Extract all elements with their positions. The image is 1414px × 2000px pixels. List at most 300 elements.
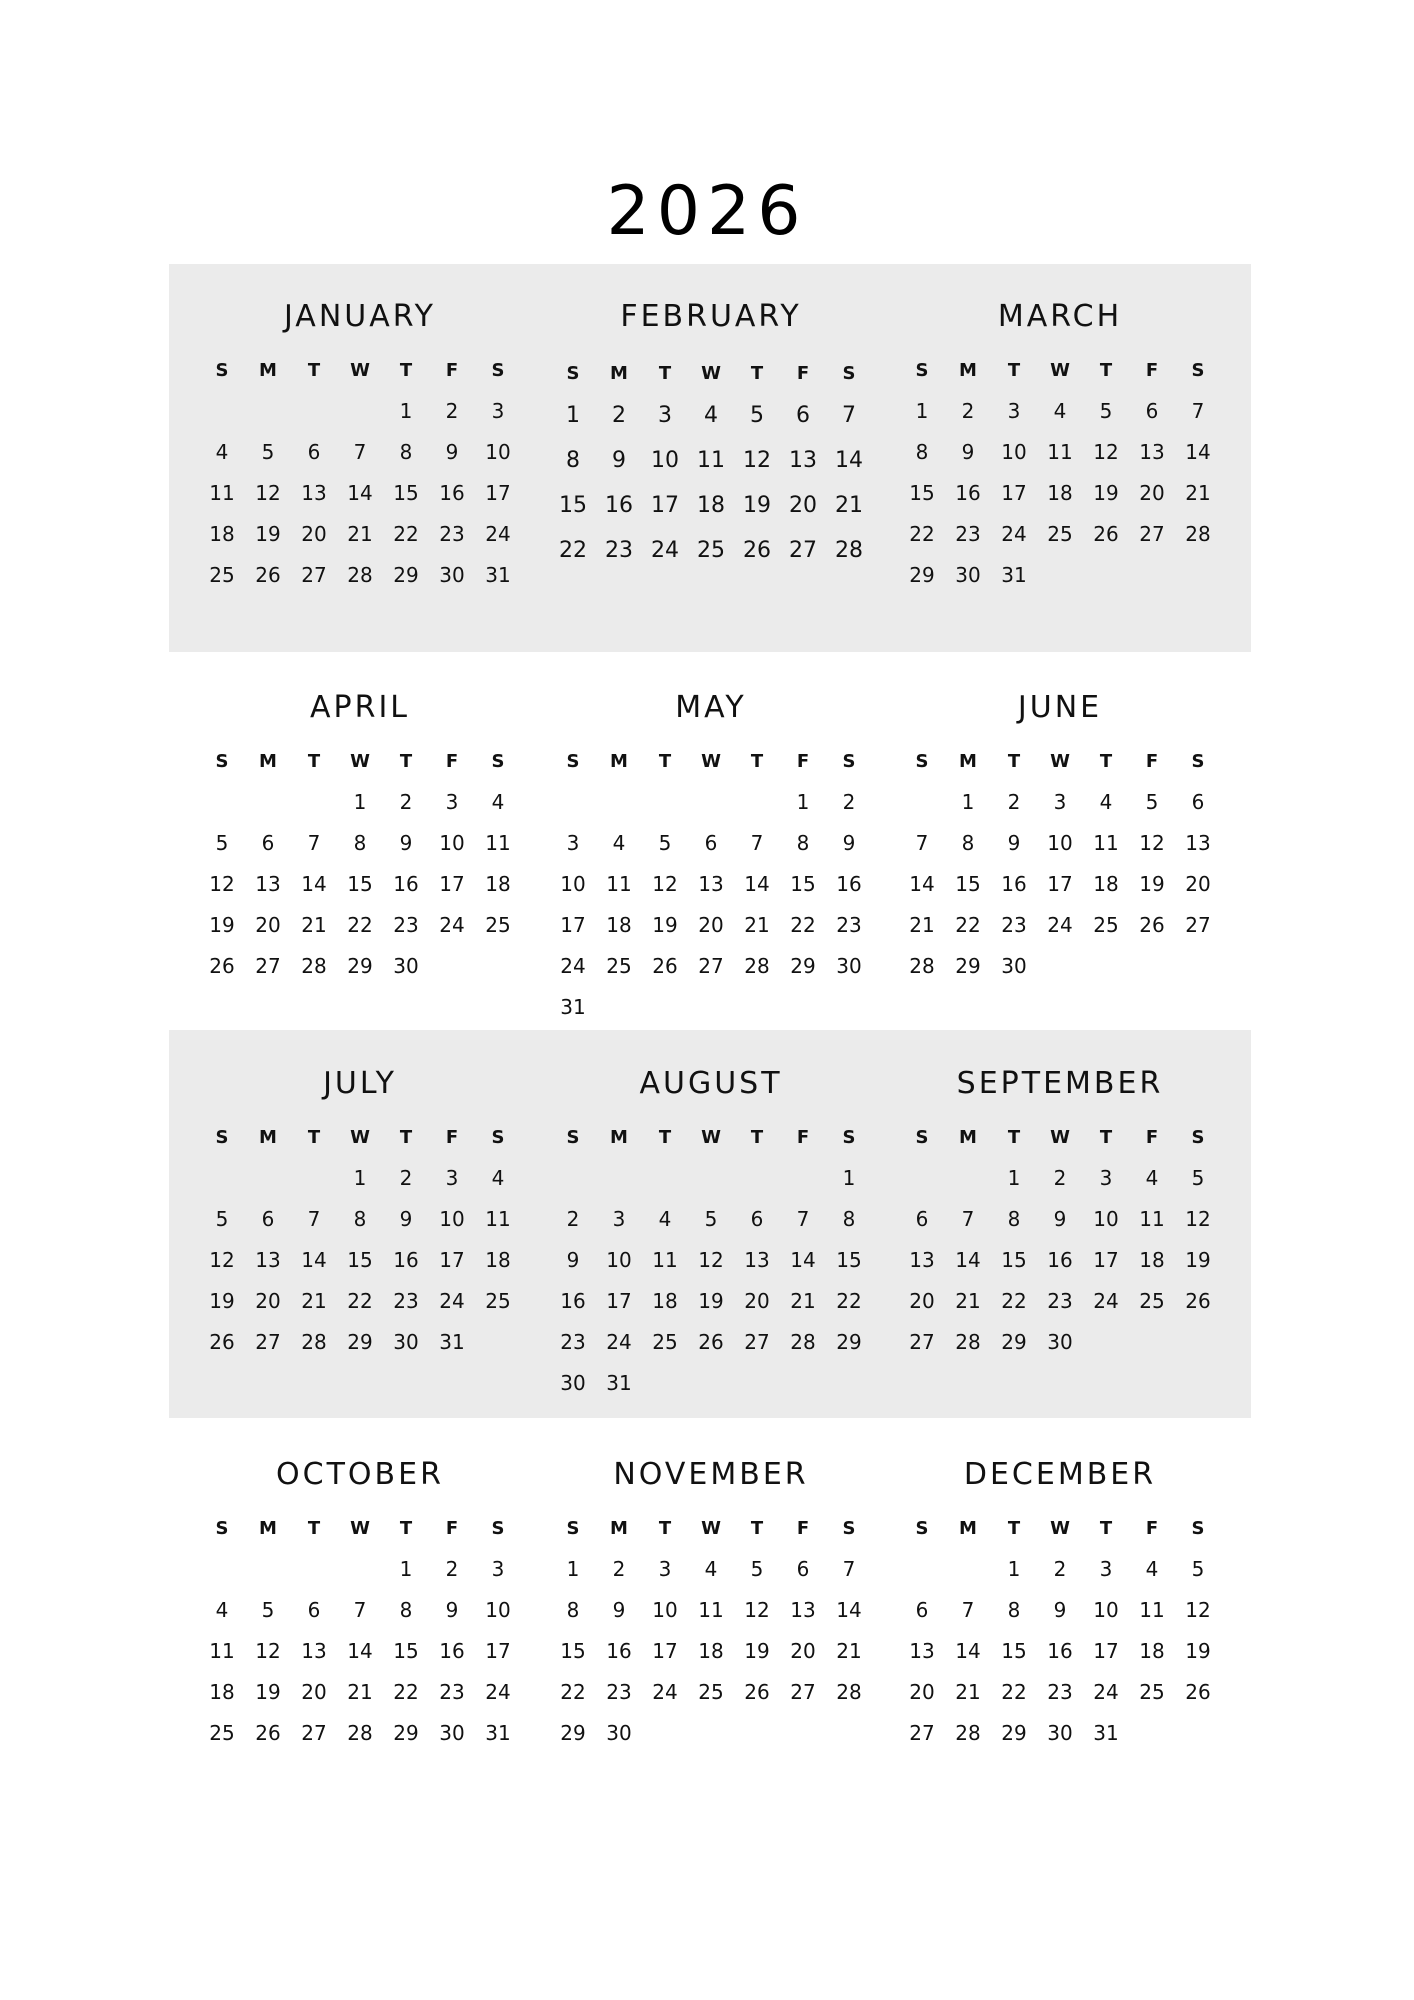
day-cell[interactable]: 19 — [1139, 872, 1165, 896]
day-cell[interactable]: 10 — [652, 1598, 678, 1622]
day-cell[interactable]: 27 — [255, 954, 281, 978]
day-cell[interactable]: 9 — [961, 440, 975, 464]
day-cell[interactable]: 24 — [1093, 1680, 1119, 1704]
day-cell[interactable]: 31 — [1093, 1721, 1119, 1745]
day-cell[interactable]: 8 — [566, 448, 580, 473]
day-cell[interactable]: 4 — [215, 1598, 229, 1622]
day-cell[interactable]: 21 — [301, 913, 327, 937]
day-cell[interactable]: 12 — [698, 1248, 724, 1272]
day-cell[interactable]: 17 — [1093, 1248, 1119, 1272]
day-cell[interactable]: 20 — [909, 1289, 935, 1313]
day-cell[interactable]: 27 — [698, 954, 724, 978]
day-cell[interactable]: 3 — [612, 1207, 626, 1231]
day-cell[interactable]: 6 — [307, 1598, 321, 1622]
day-cell[interactable]: 11 — [1139, 1207, 1165, 1231]
day-cell[interactable]: 30 — [606, 1721, 632, 1745]
day-cell[interactable]: 27 — [789, 538, 817, 563]
day-cell[interactable]: 14 — [909, 872, 935, 896]
day-cell[interactable]: 29 — [347, 1330, 373, 1354]
day-cell[interactable]: 18 — [209, 1680, 235, 1704]
day-cell[interactable]: 2 — [566, 1207, 580, 1231]
day-cell[interactable]: 13 — [1185, 831, 1211, 855]
day-cell[interactable]: 23 — [393, 1289, 419, 1313]
day-cell[interactable]: 3 — [1007, 399, 1021, 423]
day-cell[interactable]: 24 — [1047, 913, 1073, 937]
day-cell[interactable]: 7 — [1191, 399, 1205, 423]
day-cell[interactable]: 9 — [1053, 1207, 1067, 1231]
day-cell[interactable]: 5 — [261, 440, 275, 464]
day-cell[interactable]: 27 — [255, 1330, 281, 1354]
day-cell[interactable]: 22 — [955, 913, 981, 937]
day-cell[interactable]: 30 — [439, 563, 465, 587]
day-cell[interactable]: 10 — [606, 1248, 632, 1272]
day-cell[interactable]: 7 — [307, 831, 321, 855]
day-cell[interactable]: 12 — [1185, 1207, 1211, 1231]
day-cell[interactable]: 18 — [606, 913, 632, 937]
day-cell[interactable]: 23 — [1047, 1680, 1073, 1704]
day-cell[interactable]: 6 — [1191, 790, 1205, 814]
day-cell[interactable]: 6 — [796, 403, 810, 428]
day-cell[interactable]: 14 — [790, 1248, 816, 1272]
day-cell[interactable]: 2 — [1053, 1557, 1067, 1581]
day-cell[interactable]: 15 — [559, 493, 587, 518]
day-cell[interactable]: 28 — [301, 954, 327, 978]
day-cell[interactable]: 19 — [255, 522, 281, 546]
day-cell[interactable]: 11 — [209, 481, 235, 505]
day-cell[interactable]: 14 — [955, 1639, 981, 1663]
day-cell[interactable]: 15 — [836, 1248, 862, 1272]
day-cell[interactable]: 1 — [796, 790, 810, 814]
day-cell[interactable]: 29 — [836, 1330, 862, 1354]
day-cell[interactable]: 23 — [393, 913, 419, 937]
day-cell[interactable]: 12 — [255, 1639, 281, 1663]
day-cell[interactable]: 4 — [658, 1207, 672, 1231]
day-cell[interactable]: 25 — [697, 538, 725, 563]
day-cell[interactable]: 26 — [255, 563, 281, 587]
day-cell[interactable]: 3 — [445, 1166, 459, 1190]
day-cell[interactable]: 15 — [1001, 1639, 1027, 1663]
day-cell[interactable]: 22 — [560, 1680, 586, 1704]
day-cell[interactable]: 2 — [842, 790, 856, 814]
day-cell[interactable]: 21 — [909, 913, 935, 937]
day-cell[interactable]: 30 — [955, 563, 981, 587]
day-cell[interactable]: 6 — [261, 1207, 275, 1231]
day-cell[interactable]: 10 — [1047, 831, 1073, 855]
day-cell[interactable]: 14 — [347, 481, 373, 505]
day-cell[interactable]: 22 — [1001, 1289, 1027, 1313]
day-cell[interactable]: 3 — [1099, 1166, 1113, 1190]
day-cell[interactable]: 7 — [796, 1207, 810, 1231]
day-cell[interactable]: 23 — [560, 1330, 586, 1354]
day-cell[interactable]: 25 — [485, 1289, 511, 1313]
day-cell[interactable]: 28 — [909, 954, 935, 978]
day-cell[interactable]: 19 — [698, 1289, 724, 1313]
day-cell[interactable]: 14 — [835, 448, 863, 473]
day-cell[interactable]: 15 — [1001, 1248, 1027, 1272]
day-cell[interactable]: 16 — [836, 872, 862, 896]
day-cell[interactable]: 22 — [790, 913, 816, 937]
day-cell[interactable]: 30 — [1047, 1721, 1073, 1745]
day-cell[interactable]: 19 — [209, 1289, 235, 1313]
day-cell[interactable]: 9 — [399, 831, 413, 855]
day-cell[interactable]: 26 — [1093, 522, 1119, 546]
day-cell[interactable]: 19 — [652, 913, 678, 937]
day-cell[interactable]: 17 — [651, 493, 679, 518]
day-cell[interactable]: 7 — [353, 440, 367, 464]
day-cell[interactable]: 8 — [796, 831, 810, 855]
day-cell[interactable]: 10 — [485, 440, 511, 464]
day-cell[interactable]: 1 — [915, 399, 929, 423]
day-cell[interactable]: 1 — [566, 403, 580, 428]
day-cell[interactable]: 12 — [652, 872, 678, 896]
day-cell[interactable]: 20 — [1139, 481, 1165, 505]
day-cell[interactable]: 16 — [393, 1248, 419, 1272]
day-cell[interactable]: 5 — [1145, 790, 1159, 814]
day-cell[interactable]: 24 — [1001, 522, 1027, 546]
day-cell[interactable]: 19 — [1185, 1639, 1211, 1663]
day-cell[interactable]: 21 — [347, 1680, 373, 1704]
day-cell[interactable]: 22 — [347, 913, 373, 937]
day-cell[interactable]: 13 — [790, 1598, 816, 1622]
day-cell[interactable]: 17 — [439, 872, 465, 896]
day-cell[interactable]: 25 — [1139, 1289, 1165, 1313]
day-cell[interactable]: 11 — [652, 1248, 678, 1272]
day-cell[interactable]: 17 — [1093, 1639, 1119, 1663]
day-cell[interactable]: 16 — [439, 1639, 465, 1663]
day-cell[interactable]: 6 — [307, 440, 321, 464]
day-cell[interactable]: 13 — [744, 1248, 770, 1272]
day-cell[interactable]: 1 — [961, 790, 975, 814]
day-cell[interactable]: 12 — [209, 872, 235, 896]
day-cell[interactable]: 27 — [1139, 522, 1165, 546]
day-cell[interactable]: 25 — [1139, 1680, 1165, 1704]
day-cell[interactable]: 15 — [347, 1248, 373, 1272]
day-cell[interactable]: 20 — [255, 1289, 281, 1313]
day-cell[interactable]: 15 — [955, 872, 981, 896]
day-cell[interactable]: 2 — [445, 399, 459, 423]
day-cell[interactable]: 17 — [560, 913, 586, 937]
day-cell[interactable]: 10 — [1093, 1207, 1119, 1231]
day-cell[interactable]: 15 — [560, 1639, 586, 1663]
day-cell[interactable]: 28 — [744, 954, 770, 978]
day-cell[interactable]: 23 — [1047, 1289, 1073, 1313]
day-cell[interactable]: 9 — [445, 1598, 459, 1622]
day-cell[interactable]: 5 — [215, 1207, 229, 1231]
day-cell[interactable]: 14 — [347, 1639, 373, 1663]
day-cell[interactable]: 2 — [1053, 1166, 1067, 1190]
day-cell[interactable]: 6 — [261, 831, 275, 855]
day-cell[interactable]: 8 — [1007, 1207, 1021, 1231]
day-cell[interactable]: 12 — [255, 481, 281, 505]
day-cell[interactable]: 6 — [915, 1207, 929, 1231]
day-cell[interactable]: 19 — [744, 1639, 770, 1663]
day-cell[interactable]: 30 — [393, 954, 419, 978]
day-cell[interactable]: 1 — [1007, 1166, 1021, 1190]
day-cell[interactable]: 12 — [1139, 831, 1165, 855]
day-cell[interactable]: 20 — [789, 493, 817, 518]
day-cell[interactable]: 8 — [915, 440, 929, 464]
day-cell[interactable]: 6 — [750, 1207, 764, 1231]
day-cell[interactable]: 7 — [750, 831, 764, 855]
day-cell[interactable]: 6 — [796, 1557, 810, 1581]
day-cell[interactable]: 7 — [307, 1207, 321, 1231]
day-cell[interactable]: 5 — [215, 831, 229, 855]
day-cell[interactable]: 3 — [491, 1557, 505, 1581]
day-cell[interactable]: 29 — [393, 563, 419, 587]
day-cell[interactable]: 7 — [842, 403, 856, 428]
day-cell[interactable]: 6 — [915, 1598, 929, 1622]
day-cell[interactable]: 13 — [255, 872, 281, 896]
day-cell[interactable]: 18 — [697, 493, 725, 518]
day-cell[interactable]: 29 — [955, 954, 981, 978]
day-cell[interactable]: 8 — [353, 1207, 367, 1231]
day-cell[interactable]: 21 — [301, 1289, 327, 1313]
day-cell[interactable]: 1 — [566, 1557, 580, 1581]
day-cell[interactable]: 4 — [1053, 399, 1067, 423]
day-cell[interactable]: 26 — [209, 1330, 235, 1354]
day-cell[interactable]: 4 — [1145, 1166, 1159, 1190]
day-cell[interactable]: 3 — [566, 831, 580, 855]
day-cell[interactable]: 20 — [790, 1639, 816, 1663]
day-cell[interactable]: 11 — [697, 448, 725, 473]
day-cell[interactable]: 20 — [1185, 872, 1211, 896]
day-cell[interactable]: 15 — [393, 481, 419, 505]
day-cell[interactable]: 2 — [961, 399, 975, 423]
day-cell[interactable]: 7 — [961, 1207, 975, 1231]
day-cell[interactable]: 11 — [209, 1639, 235, 1663]
day-cell[interactable]: 26 — [1185, 1289, 1211, 1313]
day-cell[interactable]: 27 — [909, 1721, 935, 1745]
day-cell[interactable]: 19 — [1093, 481, 1119, 505]
day-cell[interactable]: 25 — [606, 954, 632, 978]
day-cell[interactable]: 24 — [439, 1289, 465, 1313]
day-cell[interactable]: 25 — [1093, 913, 1119, 937]
day-cell[interactable]: 29 — [1001, 1330, 1027, 1354]
day-cell[interactable]: 3 — [1053, 790, 1067, 814]
day-cell[interactable]: 13 — [909, 1639, 935, 1663]
day-cell[interactable]: 6 — [1145, 399, 1159, 423]
day-cell[interactable]: 29 — [393, 1721, 419, 1745]
day-cell[interactable]: 11 — [1047, 440, 1073, 464]
day-cell[interactable]: 24 — [485, 1680, 511, 1704]
day-cell[interactable]: 2 — [612, 1557, 626, 1581]
day-cell[interactable]: 19 — [743, 493, 771, 518]
day-cell[interactable]: 31 — [560, 995, 586, 1019]
day-cell[interactable]: 22 — [393, 522, 419, 546]
day-cell[interactable]: 30 — [560, 1371, 586, 1395]
day-cell[interactable]: 4 — [215, 440, 229, 464]
day-cell[interactable]: 1 — [842, 1166, 856, 1190]
day-cell[interactable]: 27 — [1185, 913, 1211, 937]
day-cell[interactable]: 21 — [955, 1680, 981, 1704]
day-cell[interactable]: 7 — [915, 831, 929, 855]
day-cell[interactable]: 8 — [842, 1207, 856, 1231]
day-cell[interactable]: 21 — [836, 1639, 862, 1663]
day-cell[interactable]: 14 — [955, 1248, 981, 1272]
day-cell[interactable]: 8 — [353, 831, 367, 855]
day-cell[interactable]: 2 — [1007, 790, 1021, 814]
day-cell[interactable]: 31 — [439, 1330, 465, 1354]
day-cell[interactable]: 18 — [1047, 481, 1073, 505]
day-cell[interactable]: 17 — [1001, 481, 1027, 505]
day-cell[interactable]: 8 — [566, 1598, 580, 1622]
day-cell[interactable]: 15 — [790, 872, 816, 896]
day-cell[interactable]: 7 — [353, 1598, 367, 1622]
day-cell[interactable]: 9 — [612, 1598, 626, 1622]
day-cell[interactable]: 11 — [485, 831, 511, 855]
day-cell[interactable]: 25 — [209, 1721, 235, 1745]
day-cell[interactable]: 1 — [1007, 1557, 1021, 1581]
day-cell[interactable]: 29 — [1001, 1721, 1027, 1745]
day-cell[interactable]: 17 — [485, 481, 511, 505]
day-cell[interactable]: 5 — [704, 1207, 718, 1231]
day-cell[interactable]: 20 — [301, 522, 327, 546]
day-cell[interactable]: 22 — [559, 538, 587, 563]
day-cell[interactable]: 4 — [491, 790, 505, 814]
day-cell[interactable]: 26 — [698, 1330, 724, 1354]
day-cell[interactable]: 12 — [1093, 440, 1119, 464]
day-cell[interactable]: 16 — [439, 481, 465, 505]
day-cell[interactable]: 4 — [1099, 790, 1113, 814]
day-cell[interactable]: 2 — [445, 1557, 459, 1581]
day-cell[interactable]: 13 — [255, 1248, 281, 1272]
day-cell[interactable]: 4 — [704, 1557, 718, 1581]
day-cell[interactable]: 18 — [1139, 1248, 1165, 1272]
day-cell[interactable]: 17 — [485, 1639, 511, 1663]
day-cell[interactable]: 16 — [605, 493, 633, 518]
day-cell[interactable]: 1 — [399, 399, 413, 423]
day-cell[interactable]: 28 — [955, 1721, 981, 1745]
day-cell[interactable]: 7 — [961, 1598, 975, 1622]
day-cell[interactable]: 16 — [560, 1289, 586, 1313]
day-cell[interactable]: 4 — [612, 831, 626, 855]
day-cell[interactable]: 27 — [790, 1680, 816, 1704]
day-cell[interactable]: 27 — [301, 563, 327, 587]
day-cell[interactable]: 20 — [909, 1680, 935, 1704]
day-cell[interactable]: 3 — [1099, 1557, 1113, 1581]
day-cell[interactable]: 24 — [1093, 1289, 1119, 1313]
day-cell[interactable]: 28 — [955, 1330, 981, 1354]
day-cell[interactable]: 23 — [605, 538, 633, 563]
day-cell[interactable]: 25 — [209, 563, 235, 587]
day-cell[interactable]: 21 — [347, 522, 373, 546]
day-cell[interactable]: 2 — [399, 1166, 413, 1190]
day-cell[interactable]: 10 — [1001, 440, 1027, 464]
day-cell[interactable]: 9 — [842, 831, 856, 855]
day-cell[interactable]: 26 — [743, 538, 771, 563]
day-cell[interactable]: 14 — [836, 1598, 862, 1622]
day-cell[interactable]: 23 — [439, 1680, 465, 1704]
day-cell[interactable]: 5 — [1191, 1166, 1205, 1190]
day-cell[interactable]: 18 — [698, 1639, 724, 1663]
day-cell[interactable]: 17 — [439, 1248, 465, 1272]
day-cell[interactable]: 22 — [1001, 1680, 1027, 1704]
day-cell[interactable]: 9 — [566, 1248, 580, 1272]
day-cell[interactable]: 24 — [652, 1680, 678, 1704]
day-cell[interactable]: 12 — [209, 1248, 235, 1272]
day-cell[interactable]: 14 — [744, 872, 770, 896]
day-cell[interactable]: 29 — [909, 563, 935, 587]
day-cell[interactable]: 13 — [301, 1639, 327, 1663]
day-cell[interactable]: 5 — [658, 831, 672, 855]
day-cell[interactable]: 11 — [485, 1207, 511, 1231]
day-cell[interactable]: 24 — [560, 954, 586, 978]
day-cell[interactable]: 14 — [301, 872, 327, 896]
day-cell[interactable]: 27 — [909, 1330, 935, 1354]
day-cell[interactable]: 3 — [658, 1557, 672, 1581]
day-cell[interactable]: 7 — [842, 1557, 856, 1581]
day-cell[interactable]: 16 — [1001, 872, 1027, 896]
day-cell[interactable]: 26 — [209, 954, 235, 978]
day-cell[interactable]: 21 — [790, 1289, 816, 1313]
day-cell[interactable]: 28 — [347, 1721, 373, 1745]
day-cell[interactable]: 9 — [445, 440, 459, 464]
day-cell[interactable]: 26 — [744, 1680, 770, 1704]
day-cell[interactable]: 13 — [698, 872, 724, 896]
day-cell[interactable]: 3 — [658, 403, 672, 428]
day-cell[interactable]: 10 — [1093, 1598, 1119, 1622]
day-cell[interactable]: 8 — [961, 831, 975, 855]
day-cell[interactable]: 3 — [445, 790, 459, 814]
day-cell[interactable]: 4 — [1145, 1557, 1159, 1581]
day-cell[interactable]: 1 — [353, 790, 367, 814]
day-cell[interactable]: 12 — [1185, 1598, 1211, 1622]
day-cell[interactable]: 23 — [439, 522, 465, 546]
day-cell[interactable]: 20 — [744, 1289, 770, 1313]
day-cell[interactable]: 18 — [485, 1248, 511, 1272]
day-cell[interactable]: 10 — [560, 872, 586, 896]
day-cell[interactable]: 4 — [704, 403, 718, 428]
day-cell[interactable]: 28 — [1185, 522, 1211, 546]
day-cell[interactable]: 28 — [835, 538, 863, 563]
day-cell[interactable]: 25 — [485, 913, 511, 937]
day-cell[interactable]: 17 — [652, 1639, 678, 1663]
day-cell[interactable]: 28 — [790, 1330, 816, 1354]
day-cell[interactable]: 9 — [399, 1207, 413, 1231]
day-cell[interactable]: 11 — [606, 872, 632, 896]
day-cell[interactable]: 21 — [744, 913, 770, 937]
day-cell[interactable]: 1 — [399, 1557, 413, 1581]
day-cell[interactable]: 2 — [612, 403, 626, 428]
day-cell[interactable]: 2 — [399, 790, 413, 814]
day-cell[interactable]: 10 — [485, 1598, 511, 1622]
day-cell[interactable]: 16 — [393, 872, 419, 896]
day-cell[interactable]: 22 — [909, 522, 935, 546]
day-cell[interactable]: 21 — [955, 1289, 981, 1313]
day-cell[interactable]: 30 — [439, 1721, 465, 1745]
day-cell[interactable]: 16 — [1047, 1639, 1073, 1663]
day-cell[interactable]: 18 — [1093, 872, 1119, 896]
day-cell[interactable]: 23 — [606, 1680, 632, 1704]
day-cell[interactable]: 25 — [652, 1330, 678, 1354]
day-cell[interactable]: 3 — [491, 399, 505, 423]
day-cell[interactable]: 20 — [698, 913, 724, 937]
day-cell[interactable]: 13 — [909, 1248, 935, 1272]
day-cell[interactable]: 26 — [652, 954, 678, 978]
day-cell[interactable]: 18 — [209, 522, 235, 546]
day-cell[interactable]: 31 — [485, 563, 511, 587]
day-cell[interactable]: 11 — [698, 1598, 724, 1622]
day-cell[interactable]: 22 — [836, 1289, 862, 1313]
day-cell[interactable]: 1 — [353, 1166, 367, 1190]
day-cell[interactable]: 13 — [301, 481, 327, 505]
day-cell[interactable]: 8 — [399, 440, 413, 464]
day-cell[interactable]: 29 — [347, 954, 373, 978]
day-cell[interactable]: 16 — [1047, 1248, 1073, 1272]
day-cell[interactable]: 16 — [955, 481, 981, 505]
day-cell[interactable]: 16 — [606, 1639, 632, 1663]
day-cell[interactable]: 23 — [1001, 913, 1027, 937]
